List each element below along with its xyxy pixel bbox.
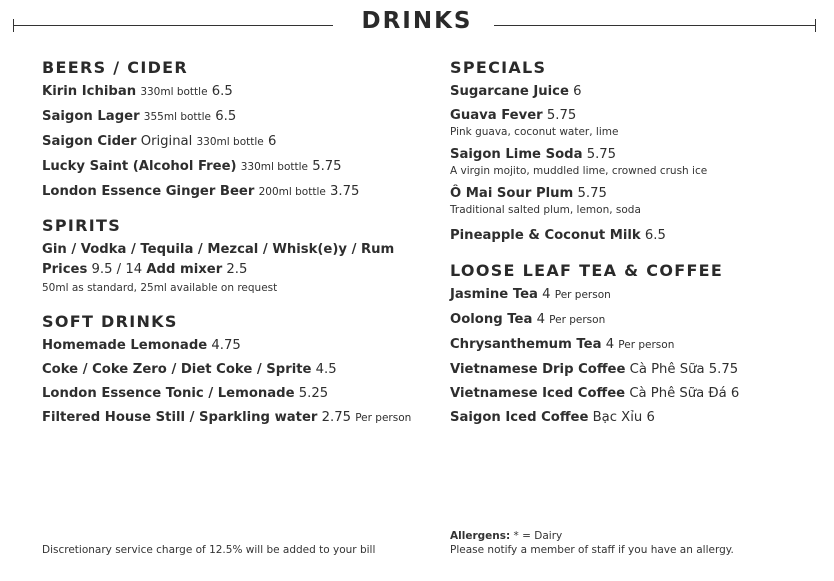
item-name: Saigon Cider (42, 134, 137, 149)
item-name: Vietnamese Iced Coffee (450, 386, 626, 401)
item-name: Saigon Lager (42, 109, 140, 124)
menu-item (42, 133, 432, 151)
item-name: Kirin Ichiban (42, 84, 137, 99)
left-column (42, 58, 432, 434)
item-name: London Essence Ginger Beer (42, 184, 255, 199)
allergy-notice: Please notify a member of staff if you have an allergy. (450, 544, 734, 556)
tea-coffee-section (450, 261, 820, 426)
item-description: Traditional salted plum, lemon, soda (450, 204, 641, 216)
item-price: 3.75 (330, 184, 360, 199)
beers-section (42, 58, 432, 201)
item-price: 5.25 (298, 386, 329, 401)
menu-item (450, 83, 820, 100)
item-vietnamese-name: Cà Phê Sữa Đá (629, 386, 727, 401)
menu-item (42, 337, 432, 354)
item-size: 200ml bottle (258, 186, 326, 198)
item-name: Filtered House Still / Sparkling water (42, 410, 318, 425)
menu-item (42, 108, 432, 126)
item-price: 6 (646, 410, 655, 425)
item-name: Chrysanthemum Tea (450, 337, 602, 352)
item-name: Pineapple & Coconut Milk (450, 228, 641, 243)
item-name: Ô Mai Sour Plum (450, 186, 574, 201)
rule-right-end (815, 19, 816, 32)
item-price: 5.75 (577, 186, 607, 201)
item-price: 6.5 (215, 109, 237, 124)
item-price: 4 (542, 287, 551, 302)
service-charge-note: Discretionary service charge of 12.5% will be added to your bill (42, 544, 376, 556)
item-price: 2.75 (321, 410, 351, 425)
section-heading: SPECIALS (450, 58, 547, 77)
menu-item (42, 409, 432, 427)
menu-item (42, 183, 432, 201)
item-suffix: Per person (554, 289, 611, 301)
allergens-key (450, 529, 562, 543)
item-name: London Essence Tonic / Lemonade (42, 386, 295, 401)
menu-item (450, 311, 820, 329)
item-name: Saigon Lime Soda (450, 147, 583, 162)
menu-item (42, 385, 432, 402)
spirits-prices (42, 261, 432, 278)
item-price: 5.75 (312, 159, 342, 174)
menu-item (450, 185, 820, 217)
item-price: 6 (267, 134, 277, 149)
item-price: 4.5 (315, 362, 337, 377)
specials-section (450, 58, 820, 244)
item-price: 4 (536, 312, 545, 327)
item-price: 4.75 (211, 338, 241, 353)
menu-item (42, 361, 432, 378)
mixer-value: 2.5 (226, 262, 248, 277)
item-price: 5.75 (586, 147, 617, 162)
spirits-list (42, 241, 432, 258)
menu-item (450, 336, 820, 354)
allergens-value: * = Dairy (513, 530, 563, 542)
item-price: 6 (573, 84, 582, 99)
menu-item (42, 83, 432, 101)
header (0, 6, 834, 38)
item-name: Guava Fever (450, 108, 543, 123)
section-heading: LOOSE LEAF TEA & COFFEE (450, 261, 724, 280)
spirits-section (42, 216, 432, 295)
spirits-names: Gin / Vodka / Tequila / Mezcal / Whisk(e)y / Rum (42, 242, 395, 257)
section-heading: SPIRITS (42, 216, 122, 235)
item-price: 6.5 (644, 228, 666, 243)
menu-item (450, 409, 820, 426)
right-column (450, 58, 820, 433)
menu-item (450, 286, 820, 304)
menu-item (450, 361, 820, 378)
item-size: 355ml bottle (143, 111, 212, 123)
item-price: 6.5 (211, 84, 233, 99)
menu-title: DRINKS (361, 8, 473, 34)
item-name: Oolong Tea (450, 312, 533, 327)
menu-item (450, 107, 820, 139)
item-size: 330ml bottle (196, 136, 264, 148)
item-name: Homemade Lemonade (42, 338, 208, 353)
item-name: Jasmine Tea (450, 287, 538, 302)
item-variant: Original (140, 134, 193, 149)
item-name: Coke / Coke Zero / Diet Coke / Sprite (42, 362, 312, 377)
allergens-label: Allergens: (450, 530, 511, 542)
item-vietnamese-name: Bạc Xỉu (592, 410, 643, 425)
item-price: 5.75 (708, 362, 739, 377)
item-suffix: Per person (549, 314, 606, 326)
item-name: Sugarcane Juice (450, 84, 569, 99)
item-suffix: Per person (618, 339, 675, 351)
menu-item (450, 385, 820, 402)
item-price: 6 (730, 386, 740, 401)
prices-value: 9.5 / 14 (91, 262, 143, 277)
item-name: Lucky Saint (Alcohol Free) (42, 159, 237, 174)
rule-right (494, 25, 815, 26)
prices-label: Prices (42, 262, 88, 277)
item-vietnamese-name: Cà Phê Sữa (629, 362, 705, 377)
menu-item (450, 227, 820, 244)
section-heading: BEERS / CIDER (42, 58, 189, 77)
item-price: 5.75 (546, 108, 577, 123)
item-description: Pink guava, coconut water, lime (450, 126, 619, 138)
menu-item (450, 146, 820, 178)
item-name: Saigon Iced Coffee (450, 410, 589, 425)
soft-drinks-section (42, 312, 432, 427)
item-name: Vietnamese Drip Coffee (450, 362, 626, 377)
section-heading: SOFT DRINKS (42, 312, 178, 331)
item-suffix: Per person (355, 412, 412, 424)
menu-item (42, 158, 432, 176)
mixer-label: Add mixer (146, 262, 223, 277)
item-size: 330ml bottle (140, 86, 208, 98)
item-size: 330ml bottle (240, 161, 308, 173)
item-description: A virgin mojito, muddled lime, crowned crush ice (450, 165, 708, 177)
spirits-note: 50ml as standard, 25ml available on request (42, 282, 278, 294)
item-price: 4 (605, 337, 615, 352)
